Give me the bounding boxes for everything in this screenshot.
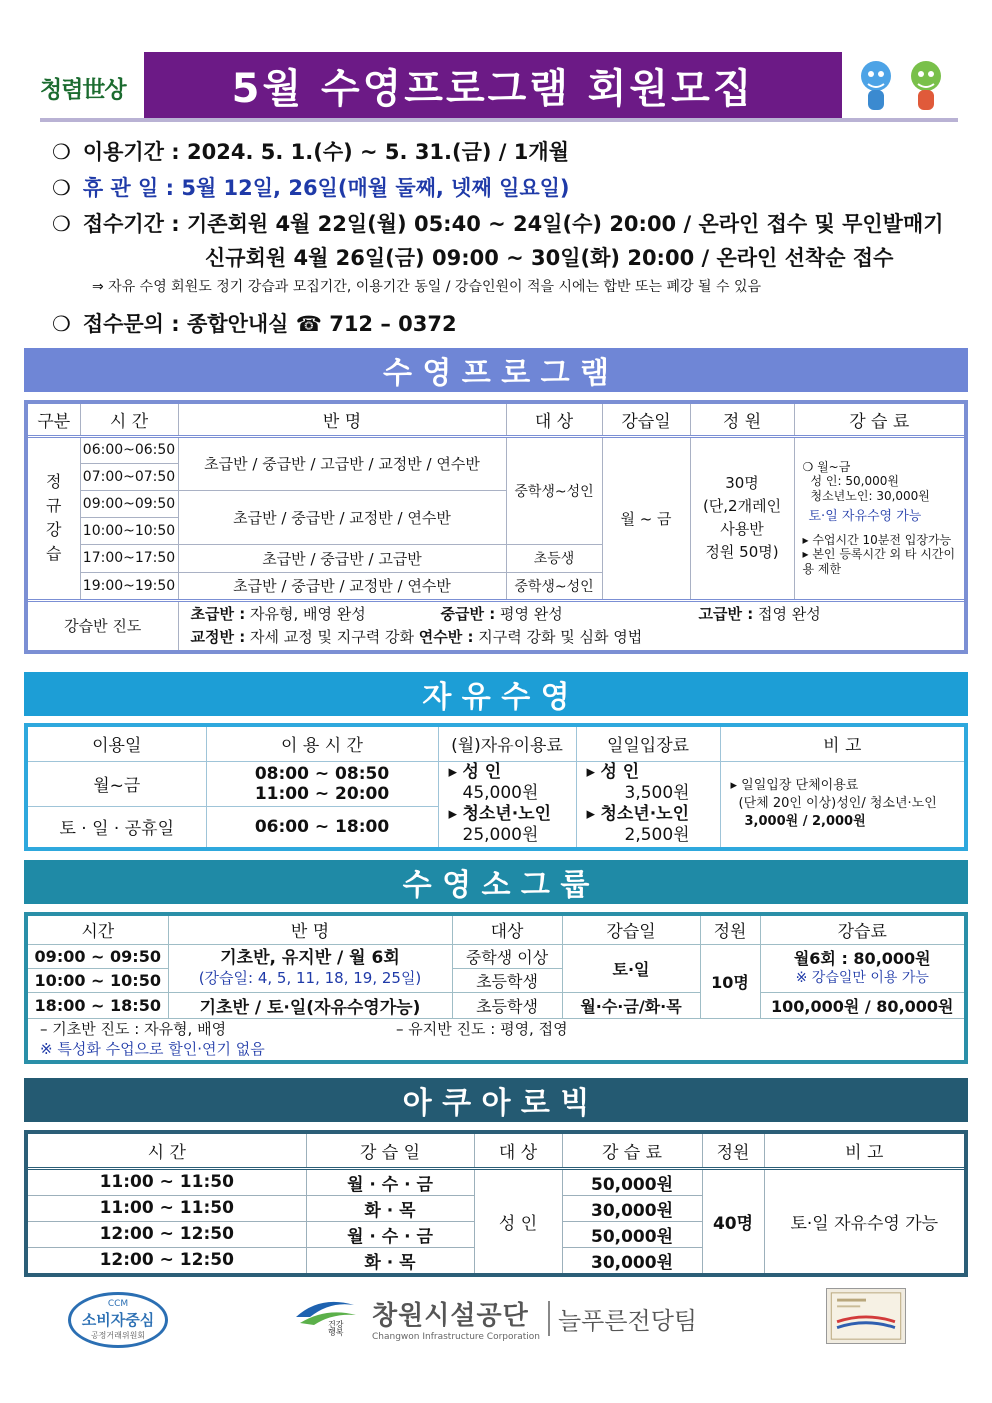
table-row: 12:00 ~ 12:50 월 · 수 · 금 50,000원 [26, 1221, 966, 1247]
info-reception-new: 신규회원 4월 26일(금) 09:00 ~ 30일(화) 20:00 / 온라인 선착순 접수 [205, 246, 894, 270]
table-row: 19:00~19:50 초급반 / 중급반 / 교정반 / 연수반 중학생~성인 [26, 572, 966, 600]
table-row: 정규강습 06:00~06:50 초급반 / 중급반 / 고급반 / 교정반 / 연수반 중학생~성인 월 ~ 금 30명 (단,2개레인 사용반 정원 50명) ❍ 월~금 성 인: 50,000원 청소년노인: 30,000원 토·일 자유수영 가능 ▸ 수업시간 10분전 입장가능 ▸ 본인 등록시간 외 타 시간이용 제한 [26, 436, 966, 463]
swoosh-icon [290, 1291, 360, 1341]
table-row: 10:00 ~ 10:50 초등학생 [26, 968, 966, 992]
ccm-logo: CCM 소비자중심 공정거래위원회 [68, 1292, 168, 1348]
table-row: 07:00~07:50 [26, 463, 966, 490]
corporation-logo: 건강 행복 창원시설공단 Changwon Infrastructure Corporation 늘푸른전당팀 [290, 1290, 720, 1346]
info-period: ❍ 이용기간 : 2024. 5. 1.(수) ~ 5. 31.(금) / 1개월 [52, 140, 569, 164]
table-header: 시간 반 명 대상 강습일 정원 강습료 [26, 914, 966, 944]
info-holiday: ❍ 휴 관 일 : 5월 12일, 26일(매월 둘째, 넷째 일요일) [52, 176, 570, 200]
header-rule [40, 118, 958, 122]
table-row: 토 · 일 · 공휴일 06:00 ~ 18:00 [26, 807, 966, 849]
cheongryeom-logo [40, 60, 136, 114]
table-row: 17:00~17:50 초급반 / 중급반 / 고급반 초등생 [26, 544, 966, 572]
table-row: 09:00~09:50 초급반 / 중급반 / 교정반 / 연수반 [26, 490, 966, 517]
page-title [144, 52, 842, 118]
table-row: 월~금 08:00 ~ 08:50 11:00 ~ 20:00 ▸ 성 인 45,000원 ▸ 청소년·노인 25,000원 ▸ 성 인 3,500원 ▸ 청소년·노인 2,500원 ▸ 일일입장 단체이용료 (단체 20인 이상)성인/ 청소년·노인 3,000원 / 2,000원 [26, 761, 966, 807]
small-group-table [24, 912, 968, 1064]
table-row: 09:00 ~ 09:50 기초반, 유지반 / 월 6회 (강습일: 4, 5, 11, 18, 19, 25일) 중학생 이상 토·일 10명 월6회 : 80,000원 ※ 강습일만 이용 가능 [26, 944, 966, 968]
small-group-banner: 수 영 소 그 룹 [24, 860, 968, 904]
swim-program-table [24, 400, 968, 654]
capacity-cell: 30명 (단,2개레인 사용반 정원 50명) [690, 436, 794, 600]
service-quality-seal-icon [826, 1288, 906, 1344]
table-row: 10:00~10:50 [26, 517, 966, 544]
table-header: 시 간 강 습 일 대 상 강 습 료 정원 비 고 [26, 1132, 966, 1168]
free-swim-banner: 자 유 수 영 [24, 672, 968, 716]
table-header: 구분 시 간 반 명 대 상 강습일 정 원 강 습 료 [26, 402, 966, 436]
monthly-fee-cell: ▸ 성 인 45,000원 ▸ 청소년·노인 25,000원 [438, 761, 576, 849]
aqua-aerobics-banner: 아 쿠 아 로 빅 [24, 1078, 968, 1122]
free-remark-cell: ▸ 일일입장 단체이용료 (단체 20인 이상)성인/ 청소년·노인 3,000원 / 2,000원 [720, 761, 966, 849]
regular-category: 정규강습 [26, 436, 80, 600]
daily-fee-cell: ▸ 성 인 3,500원 ▸ 청소년·노인 2,500원 [576, 761, 720, 849]
info-reception: ❍ 접수기간 : 기존회원 4월 22일(월) 05:40 ~ 24일(수) 20:00 / 온라인 접수 및 무인발매기 [52, 212, 944, 236]
progress-row: 강습반 진도 초급반 : 자유형, 배영 완성 중급반 : 평영 완성 고급반 : 접영 완성 교정반 : 자세 교정 및 지구력 강화 연수반 : 지구력 강화 및 심화 영법 [26, 600, 966, 652]
info-note: ⇒ 자유 수영 회원도 정기 강습과 모집기간, 이용기간 동일 / 강습인원이 적을 시에는 합반 또는 폐강 될 수 있음 [92, 279, 762, 295]
group-note-row: – 기초반 진도 : 자유형, 배영 – 유지반 진도 : 평영, 접영 ※ 특성화 수업으로 할인·연기 없음 [26, 1018, 966, 1062]
mascot-icon [850, 54, 954, 116]
table-row: 11:00 ~ 11:50 화 · 목 30,000원 [26, 1195, 966, 1221]
title-text: 5월 수영프로그램 회원모집 [231, 65, 755, 112]
table-row: 12:00 ~ 12:50 화 · 목 30,000원 [26, 1247, 966, 1275]
logo-text: 청렴世상 [40, 75, 126, 103]
table-row: 18:00 ~ 18:50 기초반 / 토·일(자유수영가능) 초등학생 월·수·금/화·목 100,000원 / 80,000원 [26, 992, 966, 1018]
fee-cell: ❍ 월~금 성 인: 50,000원 청소년노인: 30,000원 토·일 자유수영 가능 ▸ 수업시간 10분전 입장가능 ▸ 본인 등록시간 외 타 시간이용 제한 [794, 436, 966, 600]
info-inquiry: ❍ 접수문의 : 종합안내실 ☎ 712 – 0372 [52, 312, 457, 336]
table-row: 11:00 ~ 11:50 월 · 수 · 금 성 인 50,000원 40명 토·일 자유수영 가능 [26, 1168, 966, 1195]
aqua-aerobics-table [24, 1130, 968, 1277]
progress-cell: 초급반 : 자유형, 배영 완성 중급반 : 평영 완성 고급반 : 접영 완성 교정반 : 자세 교정 및 지구력 강화 연수반 : 지구력 강화 및 심화 영법 [178, 600, 966, 652]
swim-program-banner: 수 영 프 로 그 램 [24, 348, 968, 392]
free-swim-table [24, 723, 968, 851]
table-header: 이용일 이 용 시 간 (월)자유이용료 일일입장료 비 고 [26, 725, 966, 761]
corporation-mark-icon: 건강 행복 [290, 1291, 366, 1345]
